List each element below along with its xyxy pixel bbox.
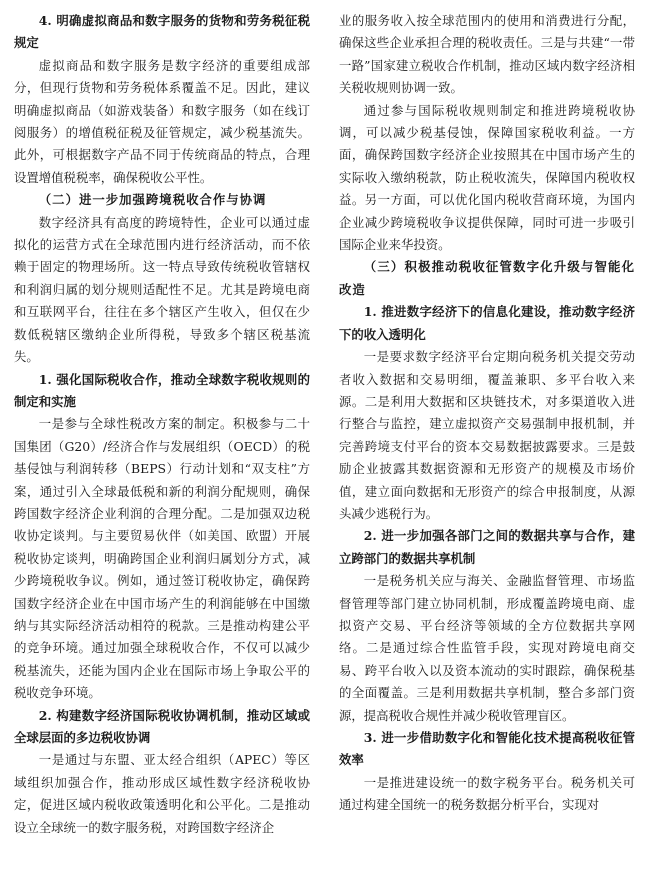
paragraph: 通过参与国际税收规则制定和推进跨境税收协调，可以减少税基侵蚀，保障国家税收利益。一方面，确保跨国数字经济企业按照其在中国市场产生的实际收入缴纳税款，防止税收流失，保障国内税收权益。另一方面，可以优化国内税收营商环境，为国内企业减少跨境税收争议提供保障，同时可进一步吸引国际企业来华投资。 (339, 102, 635, 253)
right-column (339, 10, 635, 817)
subsection-heading: 2. 进一步加强各部门之间的数据共享与合作，建立跨部门的数据共享机制 (339, 528, 635, 566)
paragraph: 一是参与全球性税改方案的制定。积极参与二十国集团（G20）/经济合作与发展组织（OECD）的税基侵蚀与利润转移（BEPS）行动计划和“双支柱”方案，通过引入全球最低税和新的利润分配规则，确保跨国数字经济企业利润的合理分配。二是加强双边税收协定谈判。与主要贸易伙伴（如美国、欧盟）开展税收协定谈判，明确跨国企业利润归属划分方式，减少跨境税收争议。例如，通过签订税收协定，确保跨国数字经济企业在中国市场产生的利润能够在中国缴纳与其实际经济活动相符的税款。三是推动构建公平的竞争环境。通过加强全球税收合作，不仅可以减少税基流失，还能为国内企业在国际市场上争取公平的税收竞争环境。 (14, 416, 310, 701)
subsection-heading: 1. 推进数字经济下的信息化建设，推动数字经济下的收入透明化 (339, 304, 635, 342)
paragraph: 虚拟商品和数字服务是数字经济的重要组成部分，但现行货物和劳务税体系覆盖不足。因此，建议明确虚拟商品（如游戏装备）和数字服务（如在线订阅服务）的增值税征税及征管规定，减少税基流失。此外，可根据数字产品不同于传统商品的特点，合理设置增值税税率，确保税收公平性。 (14, 57, 310, 185)
subsection-heading: 4. 明确虚拟商品和数字服务的货物和劳务税征税规定 (14, 13, 310, 51)
section-heading: （三）积极推动税收征管数字化升级与智能化改造 (339, 259, 635, 297)
continued-paragraph: 业的服务收入按全球范围内的使用和消费进行分配，确保这些企业承担合理的税收责任。三是与共建“一带一路”国家建立税收合作机制，推动区域内数字经济相关税收规则协调一致。 (339, 13, 635, 96)
subsection-heading: 3. 进一步借助数字化和智能化技术提高税收征管效率 (339, 730, 635, 768)
paragraph: 一是通过与东盟、亚太经合组织（APEC）等区域组织加强合作，推动形成区域性数字经济税收协定，促进区域内税收政策透明化和公平化。二是推动设立全球统一的数字服务税，对跨国数字经济企 (14, 752, 310, 835)
section-heading: （二）进一步加强跨境税收合作与协调 (38, 192, 267, 208)
paragraph: 一是税务机关应与海关、金融监督管理、市场监督管理等部门建立协同机制，形成覆盖跨境电商、虚拟资产交易、平台经济等领域的全方位数据共享网络。二是通过综合性监管手段，实现对跨境电商交易、跨平台收入以及资本流动的实时跟踪，确保税基的全面覆盖。三是利用数据共享机制，整合多部门资源，提高税收合规性并减少税收管理盲区。 (339, 573, 635, 723)
subsection-heading: 2. 构建数字经济国际税收协调机制，推动区域或全球层面的多边税收协调 (14, 707, 310, 745)
paragraph: 一是要求数字经济平台定期向税务机关提交劳动者收入数据和交易明细，覆盖兼职、多平台收入来源。二是利用大数据和区块链技术，对多渠道收入进行整合与监控，建立虚拟资产交易强制申报机制，并完善跨境支付平台的资本交易数据披露要求。三是鼓励企业披露其数据资源和无形资产的规模及市场价值，建立面向数据和无形资产的综合申报制度，从源头减少逃税行为。 (339, 349, 635, 521)
paragraph: 一是推进建设统一的数字税务平台。税务机关可通过构建全国统一的税务数据分析平台，实现对 (339, 774, 635, 813)
left-column (14, 10, 310, 839)
subsection-heading: 1. 强化国际税收合作，推动全球数字税收规则的制定和实施 (14, 371, 310, 409)
paragraph: 数字经济具有高度的跨境特性，企业可以通过虚拟化的运营方式在全球范围内进行经济活动，而不依赖于固定的物理场所。这一特点导致传统税收管辖权和利润归属的划分规则适配性不足。尤其是跨境电商和互联网平台，往往在多个辖区产生收入，但仅在少数低税辖区缴纳企业所得税，导致多个辖区税基流失。 (14, 214, 310, 365)
